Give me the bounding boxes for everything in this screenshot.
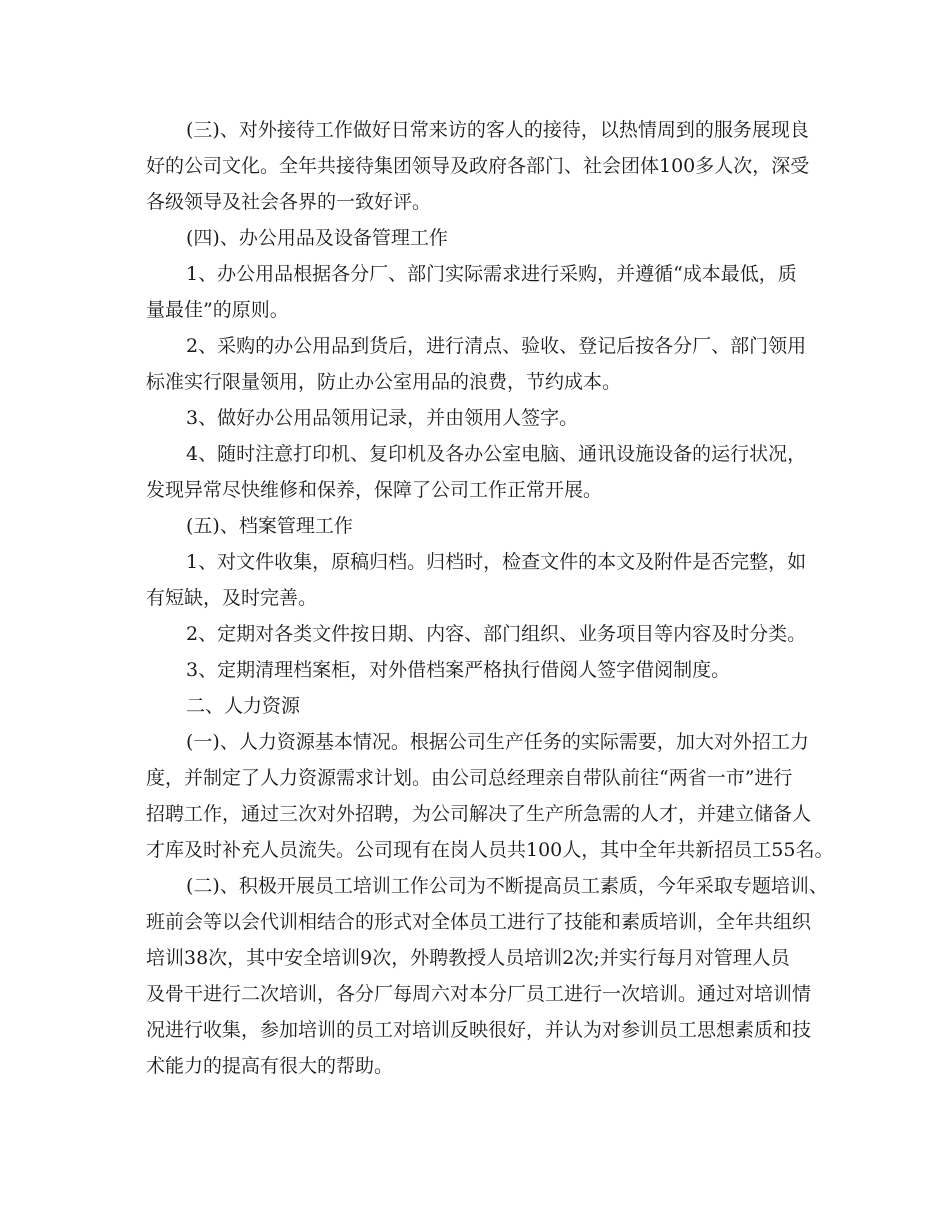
text-line: 才库及时补充人员流失。公司现有在岗人员共100人，其中全年共新招员工55名。 — [146, 839, 834, 861]
text-line: (二)、积极开展员工培训工作公司为不断提高员工素质，今年采取专题培训、 — [186, 875, 828, 897]
text-line: 术能力的提高有很大的帮助。 — [146, 1055, 394, 1077]
text-line: 好的公司文化。全年共接待集团领导及政府各部门、社会团体100多人次，深受 — [146, 155, 810, 177]
text-line: 度，并制定了人力资源需求计划。由公司总经理亲自带队前往“两省一市”进行 — [146, 767, 793, 789]
text-line: 各级领导及社会各界的一致好评。 — [146, 191, 432, 213]
section-heading: 二、人力资源 — [186, 695, 301, 717]
text-line: 2、定期对各类文件按日期、内容、部门组织、业务项目等内容及时分类。 — [186, 623, 807, 645]
text-line: 发现异常尽快维修和保养，保障了公司工作正常开展。 — [146, 479, 603, 501]
text-line: 1、对文件收集，原稿归档。归档时，检查文件的本文及附件是否完整，如 — [186, 551, 807, 573]
text-line: 3、做好办公用品领用记录，并由领用人签字。 — [186, 407, 579, 429]
text-line: 3、定期清理档案柜，对外借档案严格执行借阅人签字借阅制度。 — [186, 659, 731, 681]
text-line: 班前会等以会代训相结合的形式对全体员工进行了技能和素质培训，全年共组织 — [146, 911, 812, 933]
text-line: 量最佳”的原则。 — [146, 299, 289, 321]
section-heading: (五)、档案管理工作 — [186, 515, 353, 537]
text-line: 及骨干进行二次培训，各分厂每周六对本分厂员工进行一次培训。通过对培训情 — [146, 983, 812, 1005]
section-heading: (四)、办公用品及设备管理工作 — [186, 227, 448, 249]
text-line: 招聘工作，通过三次对外招聘，为公司解决了生产所急需的人才，并建立储备人 — [146, 803, 812, 825]
text-line: 有短缺，及时完善。 — [146, 587, 318, 609]
text-line: 标准实行限量领用，防止办公室用品的浪费，节约成本。 — [146, 371, 622, 393]
text-line: (一)、人力资源基本情况。根据公司生产任务的实际需要，加大对外招工力 — [186, 731, 809, 753]
text-line: 1、办公用品根据各分厂、部门实际需求进行采购，并遵循“成本最低，质 — [186, 263, 797, 285]
text-line: (三)、对外接待工作做好日常来访的客人的接待，以热情周到的服务展现良 — [186, 119, 809, 141]
text-line: 2、采购的办公用品到货后，进行清点、验收、登记后按各分厂、部门领用 — [186, 335, 807, 357]
text-line: 培训38次，其中安全培训9次，外聘教授人员培训2次;并实行每月对管理人员 — [146, 947, 790, 969]
text-line: 4、随时注意打印机、复印机及各办公室电脑、通讯设施设备的运行状况， — [186, 443, 807, 465]
text-line: 况进行收集，参加培训的员工对培训反映很好，并认为对参训员工思想素质和技 — [146, 1019, 812, 1041]
